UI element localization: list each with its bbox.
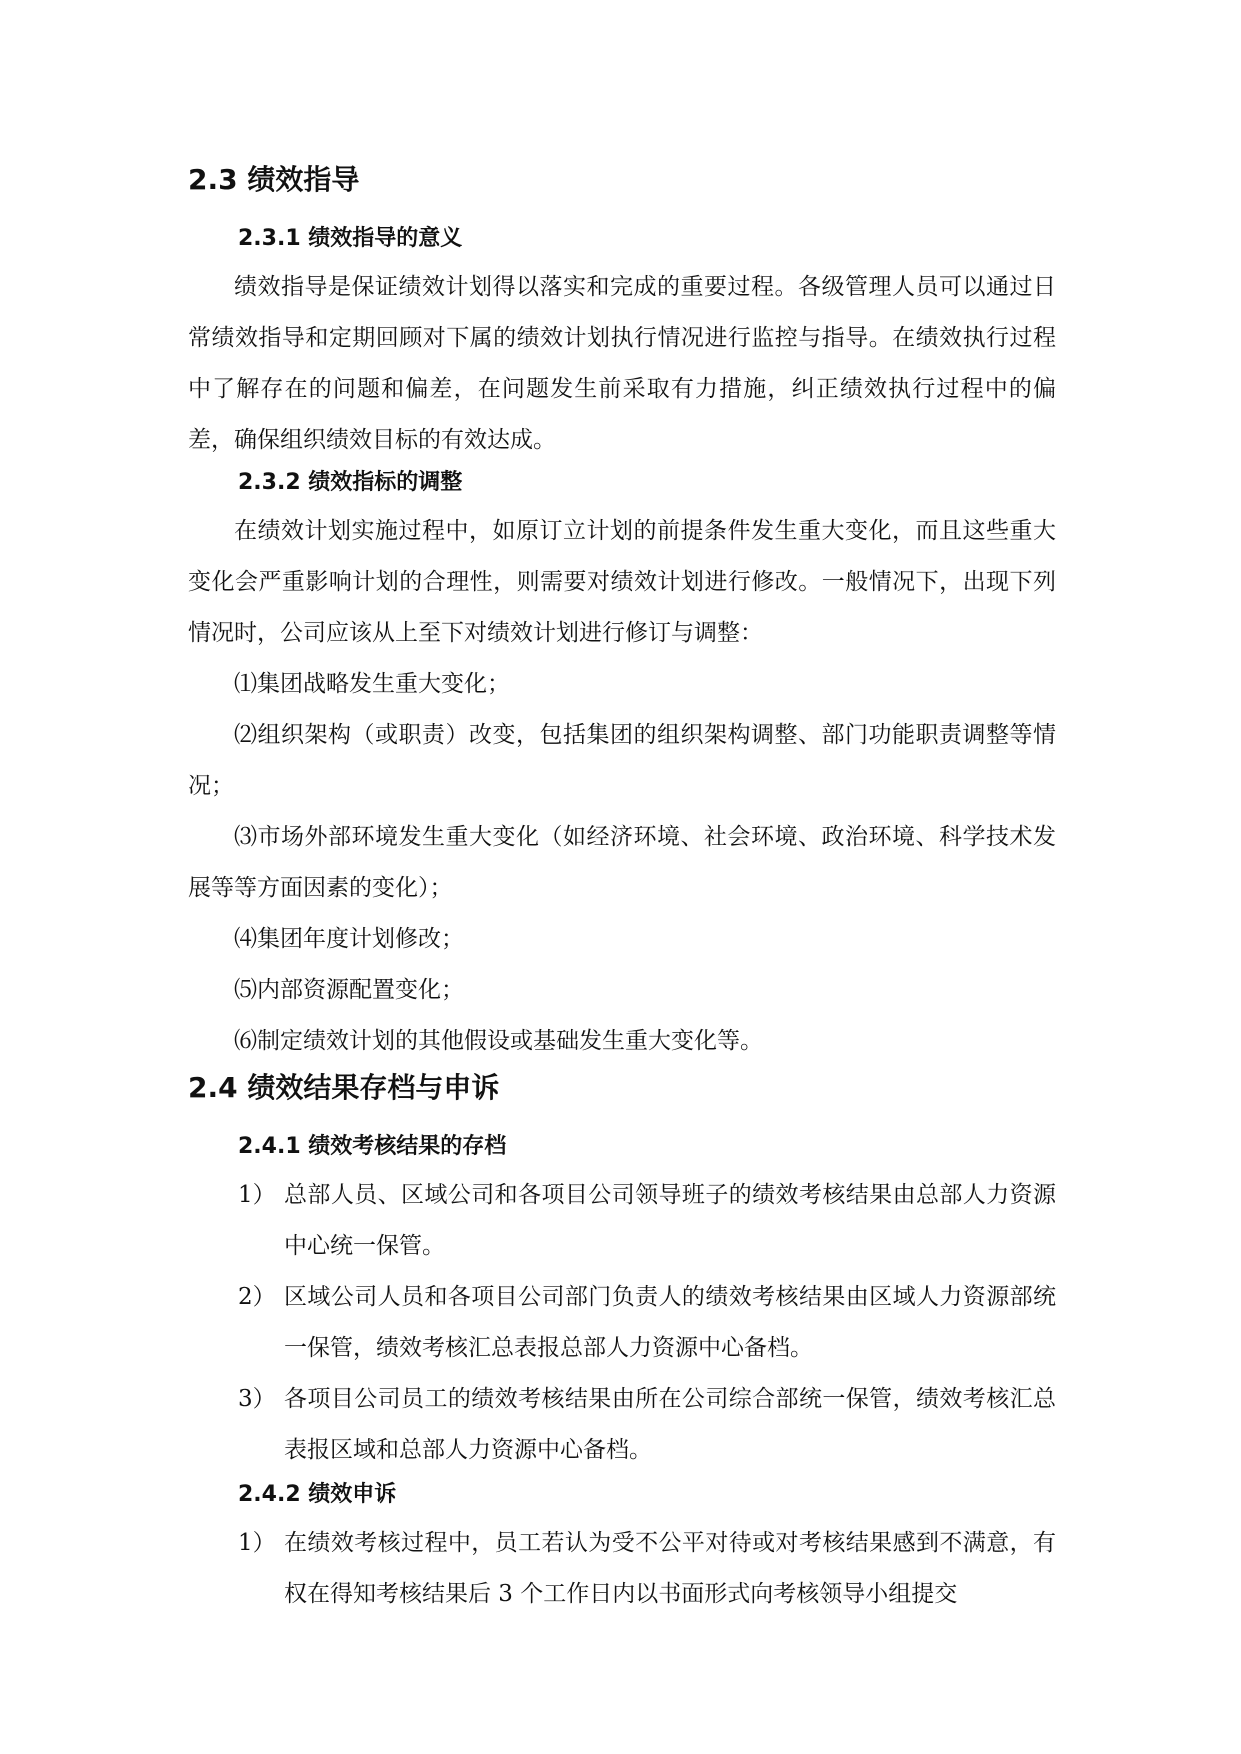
list-item-number: 2） (238, 1284, 276, 1310)
subsection-heading-2-3-1: 2.3.1 绩效指导的意义 (238, 226, 463, 251)
list-item (238, 1374, 1056, 1476)
section-heading-2-3: 2.3 绩效指导 (188, 163, 360, 196)
list-item (238, 1518, 1056, 1620)
paragraph-indicator-adjustment: 在绩效计划实施过程中，如原订立计划的前提条件发生重大变化，而且这些重大变化会严重影响计划的合理性，则需要对绩效计划进行修改。一般情况下，出现下列情况时，公司应该从上至下对绩效计划进行修订与调整： (188, 518, 1056, 646)
subsection-heading-2-3-2: 2.3.2 绩效指标的调整 (238, 470, 463, 495)
list-item-number: 1） (238, 1182, 276, 1208)
list-item-number: 1） (238, 1530, 276, 1556)
list-item-number: 3） (238, 1386, 276, 1412)
section-heading-2-4: 2.4 绩效结果存档与申诉 (188, 1071, 500, 1104)
list-item-text: 在绩效考核过程中，员工若认为受不公平对待或对考核结果感到不满意，有权在得知考核结果后 3 个工作日内以书面形式向考核领导小组提交 (284, 1530, 1056, 1607)
list-item-text: 区域公司人员和各项目公司部门负责人的绩效考核结果由区域人力资源部统一保管，绩效考核汇总表报总部人力资源中心备档。 (284, 1284, 1056, 1361)
subsection-heading-2-4-1: 2.4.1 绩效考核结果的存档 (238, 1134, 507, 1159)
list-item: ⑵组织架构（或职责）改变，包括集团的组织架构调整、部门功能职责调整等情况； (188, 722, 1056, 799)
list-item-text: 各项目公司员工的绩效考核结果由所在公司综合部统一保管，绩效考核汇总表报区域和总部人力资源中心备档。 (284, 1386, 1056, 1463)
list-item: ⑷集团年度计划修改； (234, 926, 464, 952)
list-item: ⑸内部资源配置变化； (234, 977, 464, 1003)
list-item: ⑴集团战略发生重大变化； (234, 671, 510, 697)
list-item: ⑹制定绩效计划的其他假设或基础发生重大变化等。 (234, 1028, 763, 1054)
subsection-heading-2-4-2: 2.4.2 绩效申诉 (238, 1482, 397, 1507)
list-item-text: 总部人员、区域公司和各项目公司领导班子的绩效考核结果由总部人力资源中心统一保管。 (284, 1182, 1056, 1259)
list-item (238, 1272, 1056, 1374)
list-item (238, 1170, 1056, 1272)
list-item: ⑶市场外部环境发生重大变化（如经济环境、社会环境、政治环境、科学技术发展等等方面因素的变化）； (188, 824, 1056, 901)
paragraph-performance-guidance: 绩效指导是保证绩效计划得以落实和完成的重要过程。各级管理人员可以通过日常绩效指导和定期回顾对下属的绩效计划执行情况进行监控与指导。在绩效执行过程中了解存在的问题和偏差，在问题发生前采取有力措施，纠正绩效执行过程中的偏差，确保组织绩效目标的有效达成。 (188, 274, 1056, 453)
